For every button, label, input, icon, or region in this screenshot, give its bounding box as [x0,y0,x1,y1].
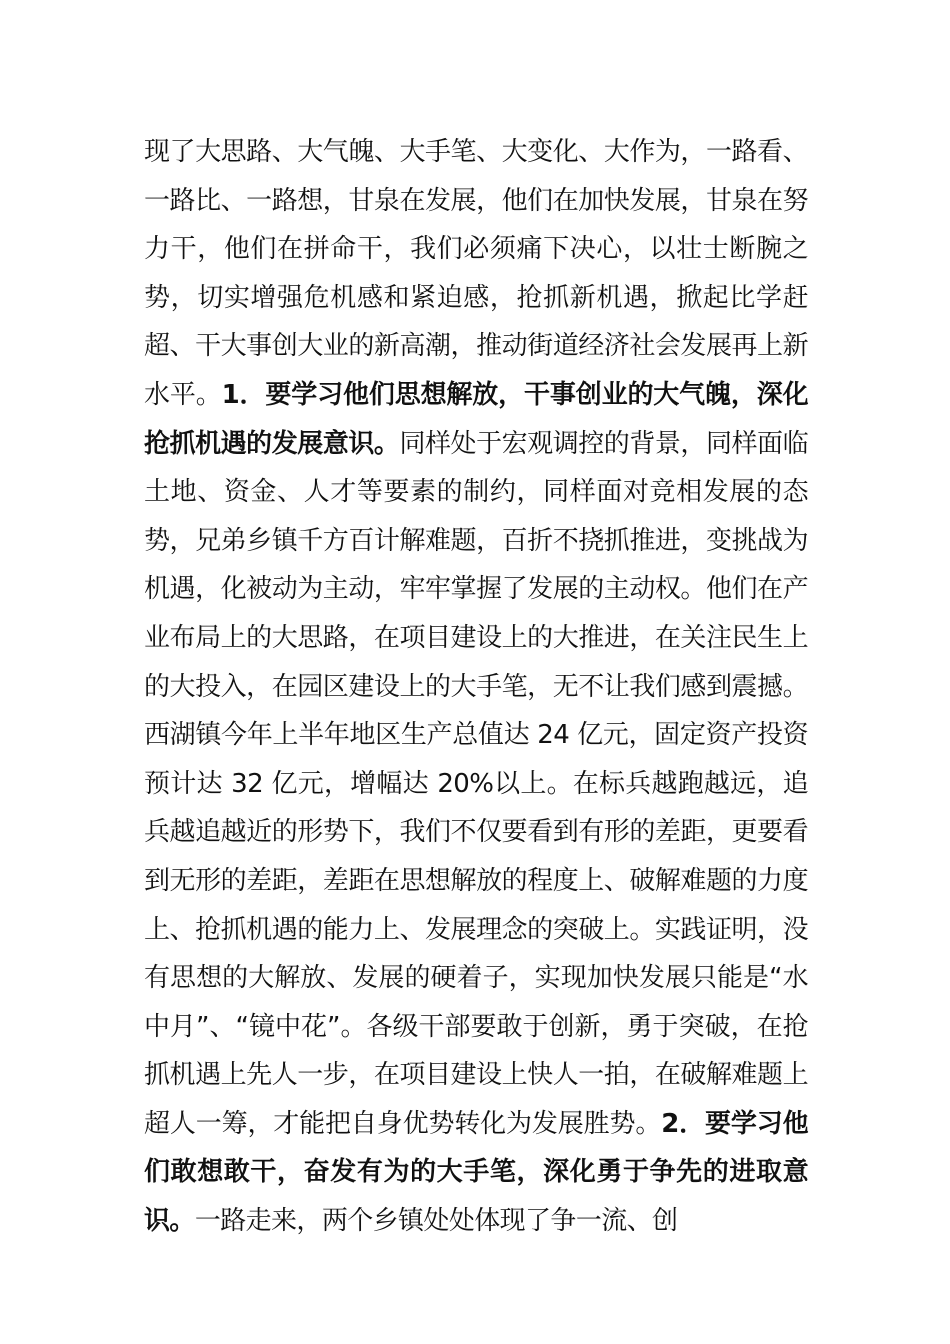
section-heading-2: 2．要学习他们敢想敢干，奋发有为的大手笔，深化勇于争先的进取意识。 [144,1108,808,1237]
body-text: 现了大思路、大气魄、大手笔、大变化、大作为，一路看、一路比、一路想，甘泉在发展，他们在加快发展，甘泉在努力干，他们在拼命干，我们必须痛下决心，以壮士断腕之势，切实增强危机感和紧迫感，抢抓新机遇，掀起比学赶超、干大事创大业的新高潮，推动街道经济社会发展再上新水平。 [144,137,808,410]
body-text: 一路走来，两个乡镇处处体现了争一流、创 [194,1206,678,1237]
body-paragraph [144,128,808,1246]
body-text: 同样处于宏观调控的背景，同样面临土地、资金、人才等要素的制约，同样面对竞相发展的态势，兄弟乡镇千方百计解难题，百折不挠抓推进，变挑战为机遇，化被动为主动，牢牢掌握了发展的主动权。他们在产业布局上的大思路，在项目建设上的大推进，在关注民生上的大投入，在园区建设上的大手笔，无不让我们感到震撼。西湖镇今年上半年地区生产总值达 24 亿元，固定资产投资预计达 32 亿元，增幅达 20%以上。在标兵越跑越远，追兵越追越近的形势下，我们不仅要看到有形的差距，更要看到无形的差距，差距在思想解放的程度上、破解难题的力度上、抢抓机遇的能力上、发展理念的突破上。实践证明，没有思想的大解放、发展的硬着子，实现加快发展只能是“水中月”、“镜中花”。各级干部要敢于创新，勇于突破，在抢抓机遇上先人一步，在项目建设上快人一拍，在破解难题上超人一筹，才能把自身优势转化为发展胜势。 [144,428,808,1139]
section-heading-1: 1．要学习他们思想解放，干事创业的大气魄，深化抢抓机遇的发展意识。 [144,379,809,459]
